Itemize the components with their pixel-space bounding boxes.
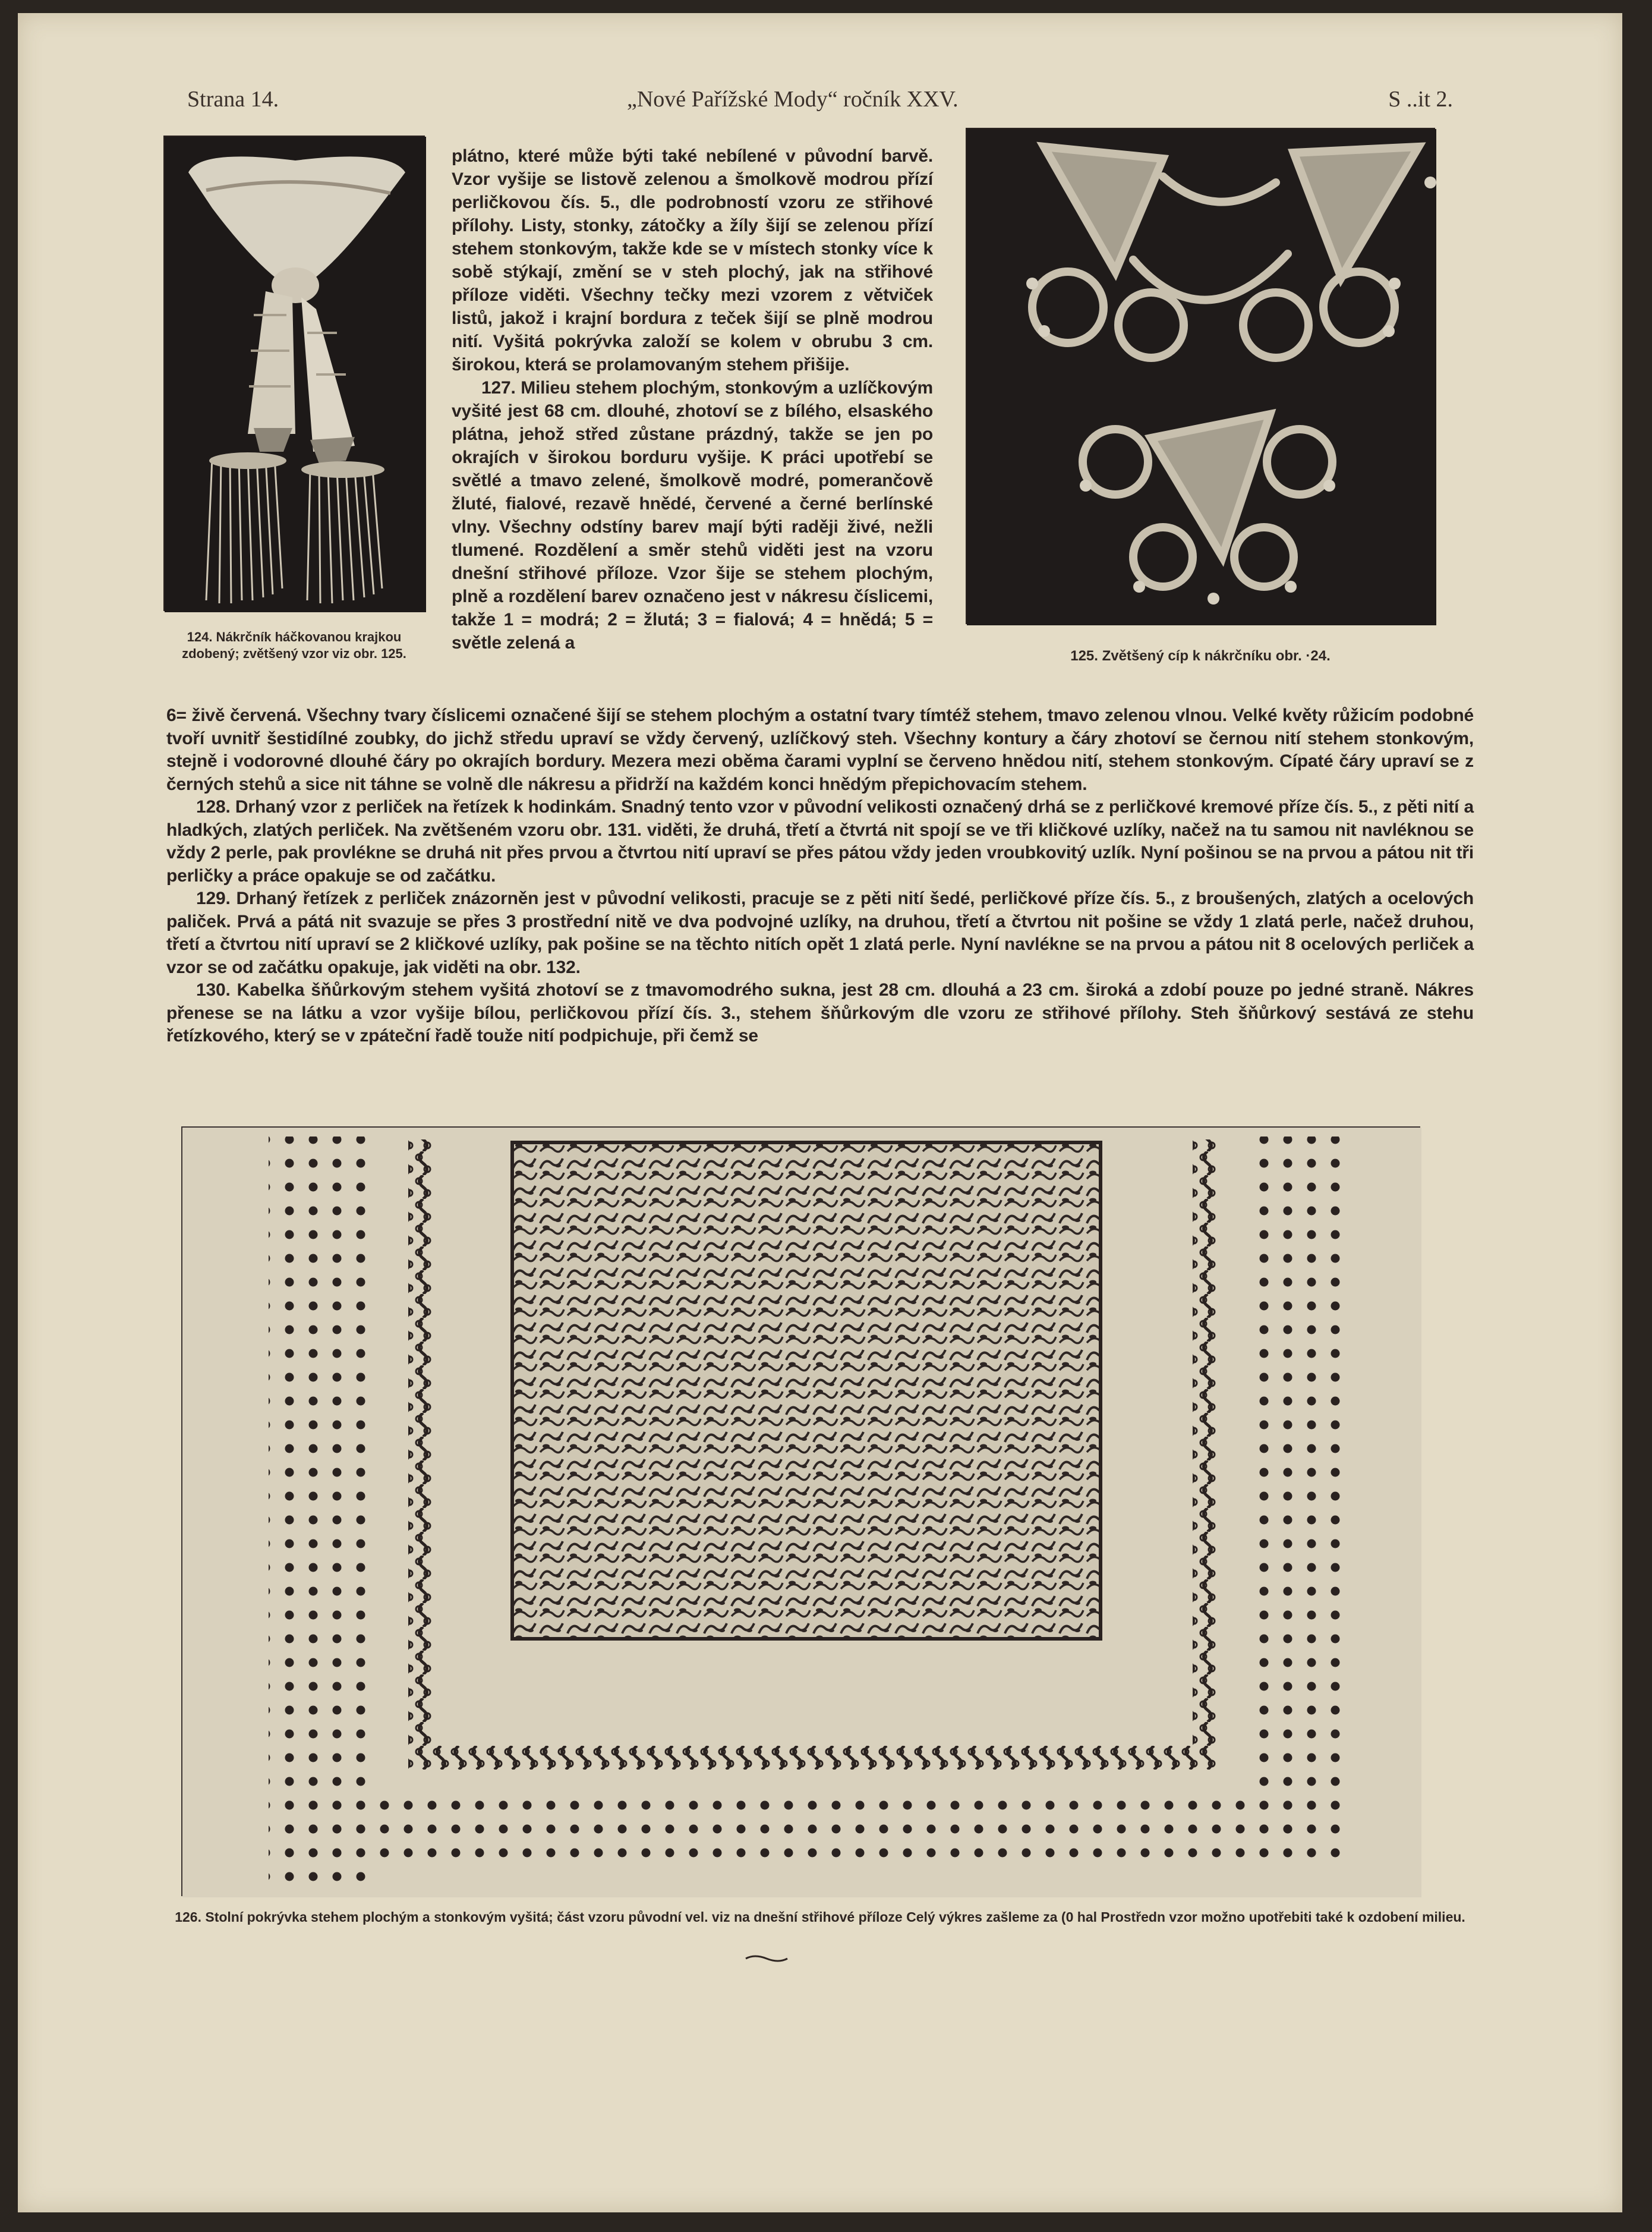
figure-126-caption: 126. Stolní pokrývka stehem plochým a stonkovým vyšitá; část vzoru původní vel. viz na dnešní střihové příloze Celý výkres zašleme za (0 hal Prostředn vzor možno upotřebiti také k ozdobení milieu.: [175, 1909, 1465, 1925]
paragraph-127-continued: 6= živě červená. Všechny tvary číslicemi označené šijí se stehem plochým a ostatní tvary tímtéž stehem, tmavo zelenou vlnou. Velké květy růžicím podobné tvoří uvnitř šestidílné zoubky, do jichž středu upraví se vždy červený, uzlíčkový steh. Všechny kontury a čáry zhotoví se černou nití stehem stonkovým, stejně i vodorovné dlouhé čáry po okrajích bordury. Mezera mezi oběma čarami vyplní se červeno hnědou nití, stehem stonkovým. Cípaté čáry upraví se z černých stehů a sice nit táhne se volně dle nákresu a přidrží na každém konci hnědým přepichovacím stehem.: [166, 706, 1474, 794]
journal-title: „Nové Pařížské Mody“ ročník XXV.: [627, 87, 959, 112]
full-width-text: [166, 704, 1474, 1048]
paragraph-128: 128. Drhaný vzor z perliček na řetízek k hodinkám. Snadný tento vzor v původní velikosti označený drhá se z perličkové kremové příze čís. 5., z pěti nití a hladkých, zlatých perliček. Na zvětšeném vzoru obr. 131. viděti, že druhá, třetí a čtvrtá nit spojí se ve tři kličkové uzlíky, načež na tu samou nit navléknou se vždy 2 perle, pak provlékne se druhá nit přes prvou a čtvrtou nití upraví se přes pátou vždy jeden vroubkovitý uzlík. Nyní pošinou se na prvou a pátou nit tři perličky a práce opakuje se od začátku.: [166, 797, 1474, 886]
paragraph-126-continued: plátno, které může býti také nebílené v původní barvě. Vzor vyšije se listově zelenou a šmolkově modrou přízí perličkovou čís. 5., dle podrobností vzoru ze střihové přílohy. Listy, stonky, zátočky a žíly šijí se zelenou přízí stehem stonkovým, takže kde se v místech stonky více k sobě stýkají, změní se v steh plochý, jak na střihové příloze viděti. Všechny tečky mezi vzorem z větviček listů, jakož i krajní bordura z teček šijí se plně modrou nití. Vyšitá pokrývka založí se kolem v obrubu 3 cm. širokou, která se prolamovaným stehem přišije.: [452, 146, 933, 374]
figure-124-photo: [163, 136, 425, 611]
figure-125-photo: [966, 128, 1435, 624]
middle-column: [452, 144, 933, 654]
page-number: Strana 14.: [187, 87, 279, 112]
figure-125-caption: 125. Zvětšený cíp k nákrčníku obr. ·24.: [1070, 648, 1331, 664]
figure-124-caption: 124. Nákrčník háčkovanou krajkou zdobený; zvětšený vzor viz obr. 125.: [182, 629, 406, 661]
paragraph-130: 130. Kabelka šňůrkovým stehem vyšitá zhotoví se z tmavomodrého sukna, jest 28 cm. dlouhá a 23 cm. široká a zdobí pouze po jedné straně. Nákres přenese se na látku a vzor vyšije bílou, perličkovou přízí čís. 3., stehem šňůrkovým dle vzoru ze střihové přílohy. Steh šňůrkový sestává ze stehu řetízkového, který se v zpáteční řadě touže nití podpichuje, při čemž se: [166, 980, 1474, 1046]
paragraph-129: 129. Drhaný řetízek z perliček znázorněn jest v původní velikosti, pracuje se z pěti nití šedé, perličkové příze čís. 5., z broušených, zlatých a ocelových paliček. Prvá a pátá nit svazuje se přes 3 prostřední nitě ve dva podvojné uzlíky, na druhou, třetí a čtvrtou nit pošine se vždy 1 zlatá perle, načež druhou, třetí a čtvrtou nití upraví se 2 kličkové uzlíky, pak pošine se na těchto nitích opět 1 zlatá perle. Nyní navlékne se na prvou a pátou nit 8 ocelových perliček a vzor se od začátku opakuje, jak viděti na obr. 132.: [166, 889, 1474, 977]
end-ornament: [743, 1953, 790, 1965]
lace-corner-illustration: [967, 129, 1436, 625]
paragraph-127: 127. Milieu stehem plochým, stonkovým a uzlíčkovým vyšité jest 68 cm. dlouhé, zhotoví se z bílého, elsaského plátna, jehož střed zůstane prázdný, takže se jen po okrajích v širokou borduru vyšije. K práci upotřebí se světlé a tmavo zelené, šmolkově modré, pomerančově žluté, fialové, rezavě hnědé, červené a černé berlínské vlny. Všechny odstíny barev mají býti raději živé, nežli tlumené. Rozdělení a směr stehů viděti jest na vzoru dnešní střihové příloze. Vzor šije se stehem plochým, plně a rozdělení barev označeno jest v nákresu číslicemi, takže 1 = modrá; 2 = žlutá; 3 = fialová; 4 = hnědá; 5 = světle zelená a: [452, 378, 933, 653]
scarf-illustration: [165, 137, 426, 612]
running-head: [187, 86, 1453, 116]
tablecloth-illustration: [182, 1128, 1421, 1897]
issue-number: S ..it 2.: [1388, 87, 1453, 112]
figure-126-tablecloth: [181, 1126, 1420, 1896]
